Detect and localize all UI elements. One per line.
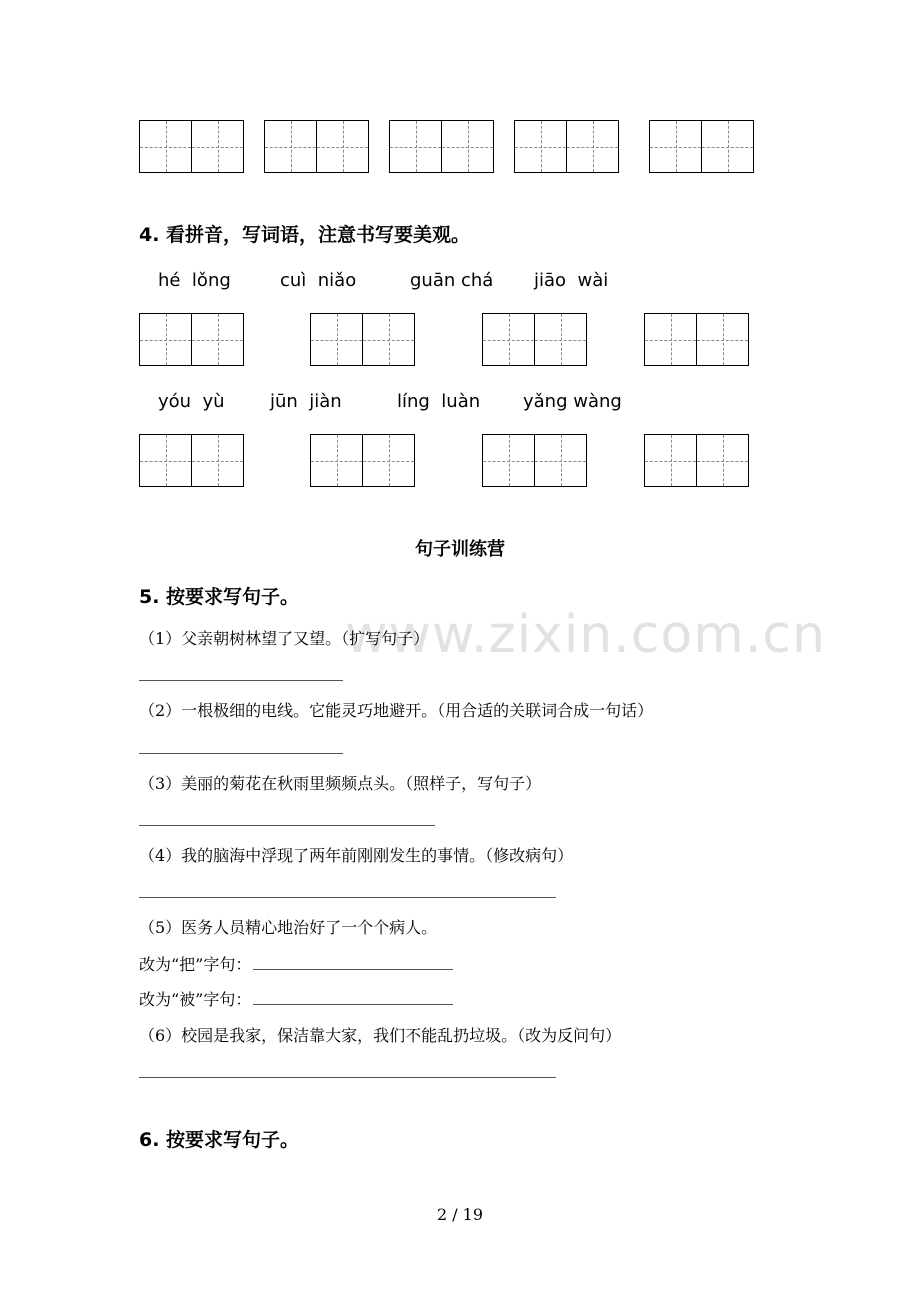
ba-sentence-label: 改为“把”字句： [139,955,252,974]
answer-line[interactable] [139,753,343,754]
page-number: 2 / 19 [436,1205,484,1224]
pinyin-label: cuì niǎo [280,270,357,291]
question-4-heading: 4. 看拼音，写词语，注意书写要美观。 [139,224,471,246]
ba-sentence-row [139,952,453,975]
question-5-item-2: （2）一根极细的电线。它能灵巧地避开。（用合适的关联词合成一句话） [139,701,654,720]
answer-line[interactable] [139,825,435,826]
writing-grid[interactable] [139,313,244,366]
writing-grid[interactable] [264,120,369,173]
writing-grid-row-top [0,120,920,176]
writing-grid[interactable] [139,120,244,173]
question-5-item-1: （1）父亲朝树林望了又望。（扩写句子） [139,629,430,648]
writing-grid-row-1 [0,313,920,369]
bei-sentence-label: 改为“被”字句： [139,990,252,1009]
writing-grid[interactable] [482,434,587,487]
writing-grid-row-2 [0,434,920,490]
pinyin-label: jūn jiàn [270,391,342,412]
answer-line[interactable] [139,680,343,681]
writing-grid[interactable] [139,434,244,487]
writing-grid[interactable] [310,313,415,366]
writing-grid[interactable] [310,434,415,487]
writing-grid[interactable] [482,313,587,366]
pinyin-label: líng luàn [397,391,481,412]
writing-grid[interactable] [514,120,619,173]
pinyin-label: guān chá [410,270,494,291]
writing-grid[interactable] [644,434,749,487]
answer-line[interactable] [253,990,453,1005]
pinyin-label: yǎng wàng [523,391,622,412]
question-5-item-4: （4）我的脑海中浮现了两年前刚刚发生的事情。（修改病句） [139,846,574,865]
section-title: 句子训练营 [415,539,505,560]
writing-grid[interactable] [644,313,749,366]
pinyin-label: jiāo wài [534,270,609,291]
answer-line[interactable] [253,955,453,970]
pinyin-label: hé lǒng [158,270,231,291]
pinyin-label: yóu yù [158,391,225,412]
watermark: www.zixin.com.cn [345,605,826,665]
writing-grid[interactable] [389,120,494,173]
question-5-heading: 5. 按要求写句子。 [139,586,300,608]
writing-grid[interactable] [649,120,754,173]
question-6-heading: 6. 按要求写句子。 [139,1129,300,1151]
answer-line[interactable] [139,897,556,898]
question-5-item-5: （5）医务人员精心地治好了一个个病人。 [139,918,438,937]
question-5-item-3: （3）美丽的菊花在秋雨里频频点头。（照样子，写句子） [139,774,542,793]
answer-line[interactable] [139,1077,556,1078]
bei-sentence-row [139,987,453,1010]
question-5-item-6: （6）校园是我家，保洁靠大家，我们不能乱扔垃圾。（改为反问句） [139,1026,622,1045]
